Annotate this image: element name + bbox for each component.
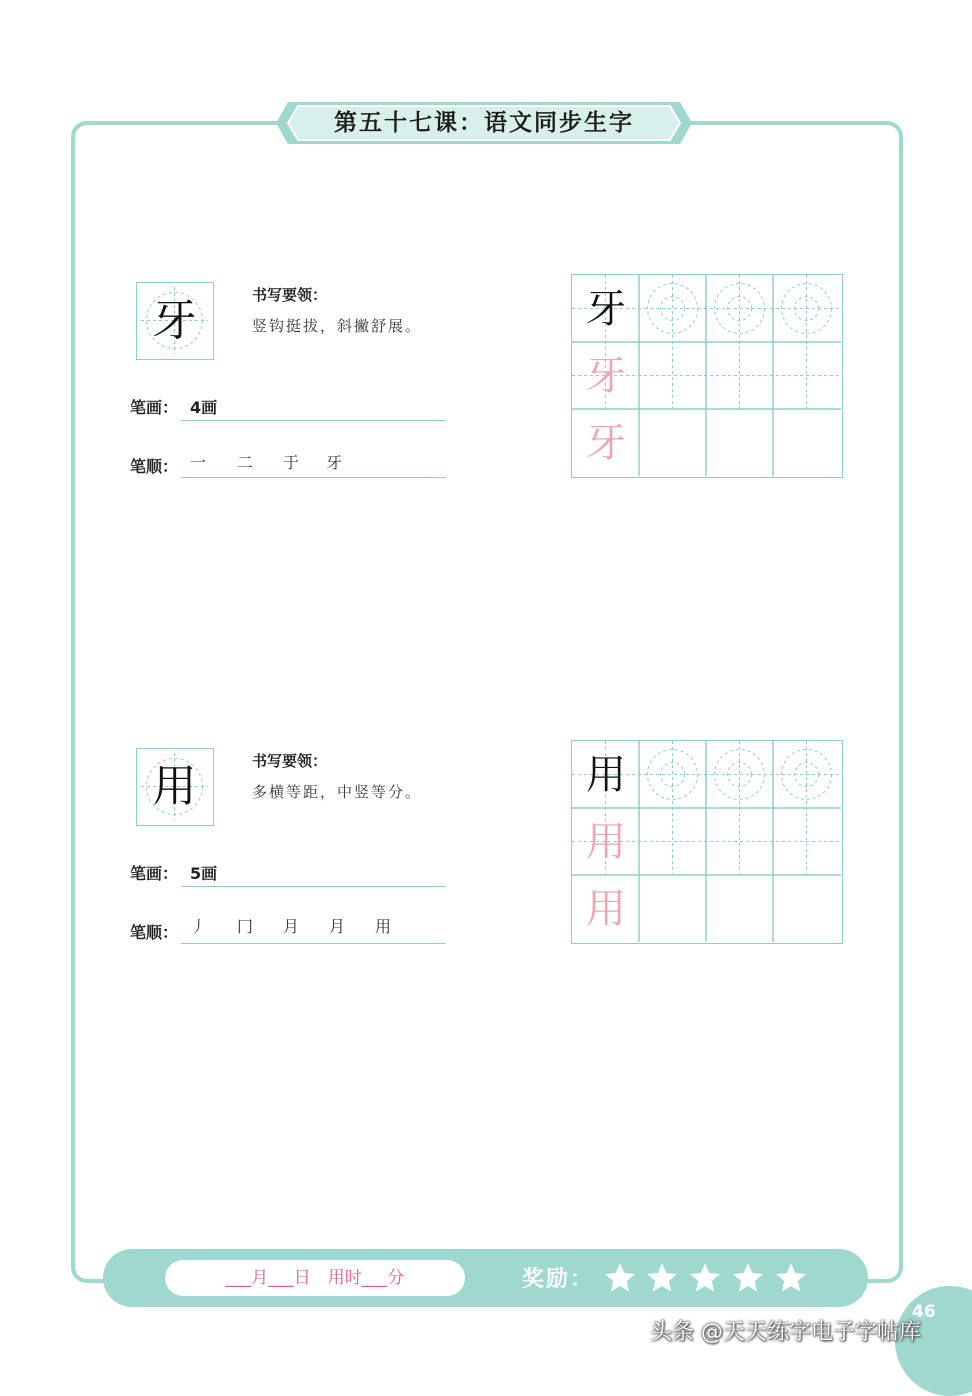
lesson-card [0,282,972,502]
stroke-order-step: 月 [283,917,300,936]
tips-title: 书写要领： [252,752,328,770]
grid-model-char: 牙 [586,286,626,332]
grid-tracing-char: 牙 [586,420,626,466]
reward-star-icon[interactable] [645,1261,679,1295]
order-underline [181,477,446,478]
reward-star-icon[interactable] [688,1261,722,1295]
order-label: 笔顺： [130,457,179,476]
model-char-box [136,282,214,360]
strokes-label: 笔画： [130,864,179,883]
strokes-label: 笔画： [130,398,179,417]
stroke-order-step: 牙 [326,453,343,472]
strokes-value: 5画 [190,864,218,883]
tips-title: 书写要领： [252,286,328,304]
reward-star-icon[interactable] [731,1261,765,1295]
stroke-order-step: 丿 [190,917,207,936]
order-underline [181,943,446,944]
grid-model-char: 用 [586,752,626,798]
practice-grid [571,274,843,478]
model-char: 牙 [152,295,197,346]
lesson-card [0,748,972,968]
tips-text: 多横等距，中竖等分。 [252,783,423,801]
model-char-box [136,748,214,826]
grid-tracing-char: 用 [586,886,626,932]
order-label: 笔顺： [130,923,179,942]
stroke-order-step: 二 [237,453,254,472]
grid-tracing-char: 牙 [586,353,626,399]
date-time-fields[interactable]: ___月___日 用时___分 [225,1268,405,1288]
strokes-underline [181,420,446,421]
strokes-underline [181,886,446,887]
stroke-order-step: 冂 [237,917,254,936]
watermark: 头条 @天天练字电子字帖库 [650,1320,921,1345]
stroke-order-step: 一 [190,453,207,472]
stroke-order-step: 于 [283,453,300,472]
practice-grid [571,740,843,944]
reward-star-icon[interactable] [603,1261,637,1295]
model-char: 用 [152,761,197,812]
reward-star-icon[interactable] [774,1261,808,1295]
title-banner [272,100,696,146]
reward-label: 奖励： [522,1267,595,1292]
page-title: 第五十七课：语文同步生字 [334,110,634,136]
stroke-order-step: 月 [329,917,346,936]
grid-tracing-char: 用 [586,819,626,865]
page-number: 46 [912,1302,936,1322]
strokes-value: 4画 [190,398,218,417]
tips-text: 竖钩挺拔，斜撇舒展。 [252,317,423,335]
stroke-order-step: 用 [375,917,392,936]
